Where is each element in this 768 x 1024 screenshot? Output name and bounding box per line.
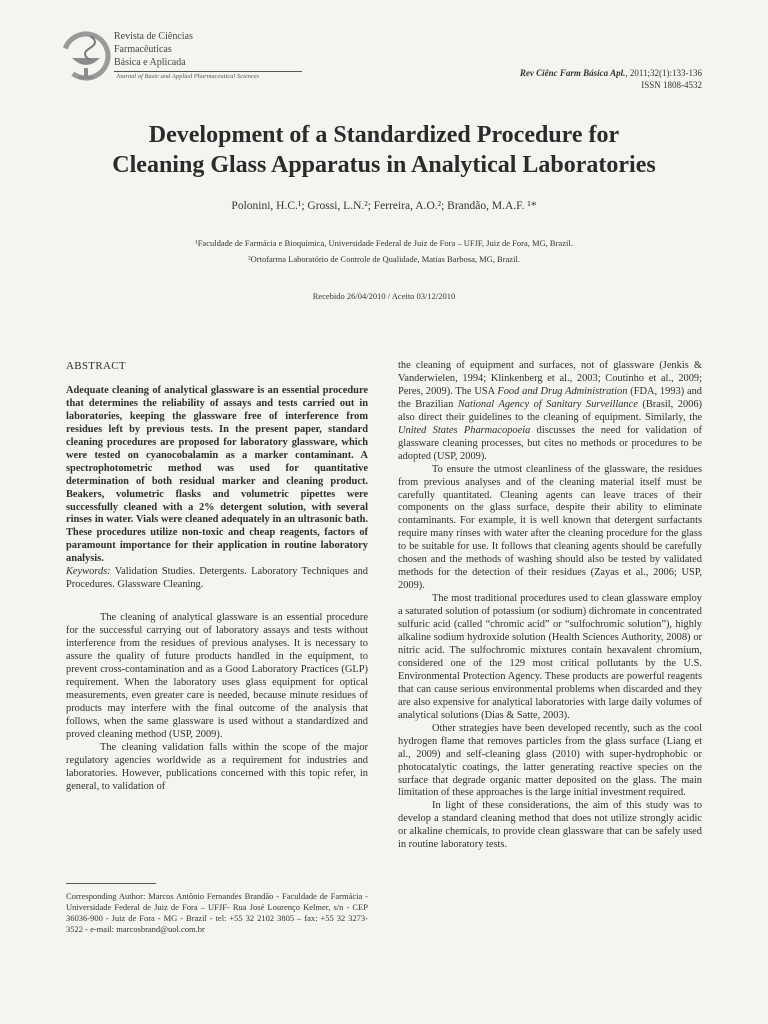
- body-paragraph: The cleaning validation falls within the scope of the major regulatory agencies worldwide as a requirement for industries and laboratories. However, publications concerned with this topic refer, in general, to validation of: [66, 741, 368, 792]
- journal-name-english: Journal of Basic and Applied Pharmaceutical Sciences: [116, 73, 260, 80]
- citation-block: [520, 67, 702, 91]
- body-paragraph: To ensure the utmost cleanliness of the glassware, the residues from previous analyses and of the cleaning material itself must be carefully quantitated. Cleaning agents can leave traces of their components on the glass surface, despite their ability to eliminate contaminants. For example, it is well known that detergent surfactants require many rinses with water after the cleaning procedure for the glass to be suitable for use. It follows that cleaning agents should be carefully chosen and the methods of washing should also be tested by validated methods for the detection of their residues (Zayas et al., 2006; USP, 2009).: [398, 463, 702, 592]
- body-paragraph: Other strategies have been developed recently, such as the cool hydrogen flame that removes particles from the glass surface (Liang et al., 2009) and self-cleaning glass (2010) with super-hydrophobic or photocatalytic coatings, the latter generating reactive species on the surface that degrade organic matter deposited on the glass. The main limitation of these approaches is the large initial investment required.: [398, 722, 702, 799]
- section-gap: [66, 592, 368, 612]
- corresponding-author-footnote: Corresponding Author: Marcos Antônio Fernandes Brandão - Faculdade de Farmácia - Universidade Federal de Juiz de Fora – UFJF- Rua José Lourenço Kelmer, s/n - CEP 36036-900 - Juiz de Fora - MG - Brazil - tel: +55 32 2102 3805 – fax: +55 32 3273-3522 - e-mail: marcosbrand@uol.com.br: [66, 891, 368, 934]
- citation-journal: Rev Ciênc Farm Básica Apl.: [519, 68, 626, 78]
- affiliation-2: ²Ortofarma Laboratório de Controle de Qualidade, Matias Barbosa, MG, Brazil.: [248, 254, 520, 264]
- page-header: [0, 0, 768, 100]
- title-line1: Development of a Standardized Procedure for: [148, 122, 620, 148]
- footnote-divider: [66, 883, 156, 884]
- anvisa-name: National Agency of Sanitary Surveillance: [457, 398, 638, 410]
- citation-ref: , 2011;32(1):133-136: [625, 68, 702, 78]
- usp-name: United States Pharmacopoeia: [398, 424, 531, 436]
- abstract-heading: ABSTRACT: [66, 360, 126, 372]
- body-paragraph: [398, 360, 702, 464]
- keywords-text: Validation Studies. Detergents. Laboratory Techniques and Procedures. Glassware Cleaning.: [66, 566, 368, 591]
- abstract-body: Adequate cleaning of analytical glassware is an essential procedure that determines the reliability of assays and tests carried out in laboratories, keeping the glassware free of interference from residues left by previous tests. In the present paper, standard cleaning procedures are proposed for laboratory glassware, which were tested on cyanocobalamin as a marker contaminant. A spectrophotometric method was used for quantitative determination of both residual marker and cleaning product. Beakers, volumetric flasks and volumetric pipettes were successfully cleaned with a 2% detergent solution, with several rinses in water. Vials were cleaned adequately in an ultrasonic bath. These procedures utilize non-toxic and cheap reagents, factors of paramount importance for their application in routine laboratory analysis.: [66, 384, 368, 565]
- body-paragraph: In light of these considerations, the aim of this study was to develop a standard cleaning method that does not utilize strongly acidic or alkaline chemicals, to provide clean glassware that can be safely used in routine laboratory tests.: [398, 800, 702, 851]
- bowl-of-hygieia-icon: [60, 28, 114, 88]
- text-run: (FDA, 1993) and the Brazilian: [398, 385, 702, 410]
- journal-name-line1: Revista de Ciências: [114, 31, 193, 42]
- title-line2: Cleaning Glass Apparatus in Analytical Laboratories: [112, 152, 656, 178]
- keywords: [66, 566, 368, 592]
- left-column: [66, 360, 368, 794]
- right-column: [398, 360, 702, 852]
- received-accepted-dates: Recebido 26/04/2010 / Aceito 03/12/2010: [312, 291, 456, 301]
- affiliation-1: ¹Faculdade de Farmácia e Bioquímica, Universidade Federal de Juiz de Fora – UFJF, Juiz de Fora, MG, Brazil.: [195, 238, 573, 248]
- text-run: discusses the need for validation of glassware cleaning processes, but cites no methods or procedures to be adopted (USP, 2009).: [398, 424, 702, 462]
- journal-name-line2: Farmacêuticas: [114, 44, 172, 55]
- body-paragraph: The cleaning of analytical glassware is an essential procedure for the successful carrying out of laboratory assays and tests without interference from the residues of previous analyses. It is necessary to assure the quality of future products handled in the equipment, to prevent cross-contamination and as a Good Laboratory Practices (GLP) requirement. When the laboratory uses glass equipment for optical measurements, even greater care is needed, because minute residues of products may interfere with the final outcome of the analysis that follows, when the same glassware is used without a standardized and proved cleaning method (USP, 2009).: [66, 612, 368, 740]
- fda-name: Food and Drug Administration: [497, 385, 628, 397]
- text-run: the cleaning of equipment and surfaces, not of glassware (Jenkis & Vanderwielen, 1994; Klinkenberg et al., 2003; Coutinho et al., 2009; Peres, 2009). The USA: [398, 360, 702, 397]
- issn: ISSN 1808-4532: [641, 80, 702, 90]
- journal-name-line3: Básica e Aplicada: [114, 57, 186, 68]
- author-list: Polonini, H.C.¹; Grossi, L.N.²; Ferreira, A.O.²; Brandão, M.A.F. ¹*: [231, 200, 537, 212]
- keywords-label: Keywords:: [66, 566, 111, 578]
- body-paragraph: The most traditional procedures used to clean glassware employ a saturated solution of potassium (or sodium) dichromate in concentrated sulfuric acid (called “chromic acid” or “sulfochromic solution”), highly alkaline sodium hydroxide solution (Health Sciences Authority, 2008) or nitric acid. The sulfochromic mixtures contain hexavalent chromium, considered one of the 129 most critical pollutants by the U.S. Environmental Protection Agency. These products are powerful reagents that can cause serious environmental problems when discarded and they are also expensive for analytical laboratories with large daily volumes of analytical solutions (Dias & Satte, 2003).: [398, 593, 702, 721]
- article-title: [0, 120, 768, 180]
- text-run: (Brasil, 2006) also direct their guidelines to the cleaning of equipment. Similarly, the: [398, 398, 702, 423]
- header-divider: [114, 71, 302, 72]
